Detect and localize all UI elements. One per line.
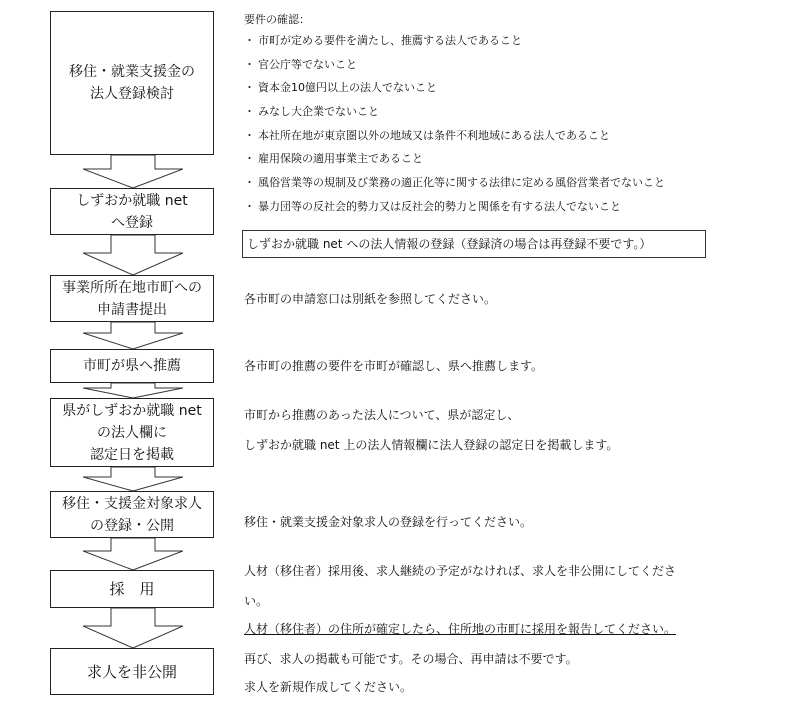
requirement-text: 暴力団等の反社会的勢力又は反社会的勢力と関係を有する法人でないこと [258, 199, 621, 213]
bullet-dot: ・ [244, 199, 255, 213]
flow-arrow [83, 235, 183, 275]
step-label: 求人を非公開 [86, 662, 177, 681]
flow-arrow [83, 322, 183, 349]
flow-arrow [83, 383, 183, 398]
bullet-dot: ・ [244, 34, 255, 47]
note-hire-line3: 人材（移住者）の住所が確定したら、住所地の市町に採用を報告してください。 [244, 622, 677, 636]
requirement-text: 資本金10億円以上の法人でないこと [258, 81, 437, 95]
step-label: しずおか就職 net へ登録 [76, 192, 188, 231]
step-label: 事業所所在地市町への 申請書提出 [62, 279, 202, 318]
bullet-dot: ・ [244, 81, 255, 95]
step-label: 採 用 [109, 580, 155, 598]
step-label: 県がしずおか就職 net の法人欄に 認定日を掲載 [62, 402, 202, 463]
requirements-list [244, 13, 665, 223]
note-certify-line1: 市町から推薦のあった法人について、県が認定し、 [244, 408, 520, 422]
requirement-text: 本社所在地が東京圏以外の地域又は条件不利地域にある法人であること [258, 128, 610, 142]
note-hire-line2: い。 [244, 594, 269, 608]
requirement-text: みなし大企業でないこと [258, 105, 379, 119]
step-municipality-recommends [50, 349, 214, 383]
bullet-dot: ・ [244, 176, 255, 190]
note-post-jobs: 移住・就業支援金対象求人の登録を行ってください。 [244, 515, 533, 529]
requirement-item [244, 57, 665, 81]
bullet-dot: ・ [244, 105, 255, 119]
note-hire-line1: 人材（移住者）採用後、求人継続の予定がなければ、求人を非公開にしてくださ [244, 564, 677, 578]
note-private-line2: 求人を新規作成してください。 [244, 680, 413, 694]
note-submit: 各市町の申請窓口は別紙を参照してください。 [244, 292, 497, 306]
bullet-dot: ・ [244, 57, 255, 71]
step-prefecture-certifies [50, 398, 214, 467]
flow-arrow [83, 155, 183, 188]
step-post-jobs [50, 491, 214, 538]
step-label: 移住・就業支援金の 法人登録検討 [69, 64, 195, 102]
requirement-item [244, 175, 665, 199]
bullet-dot: ・ [244, 128, 255, 142]
requirement-text: 風俗営業等の規制及び業務の適正化等に関する法律に定める風俗営業者でないこと [258, 176, 665, 190]
requirement-text: 官公庁等でないこと [258, 57, 357, 71]
flow-arrow [83, 608, 183, 648]
flow-arrow [83, 467, 183, 491]
note-recommend: 各市町の推薦の要件を市町が確認し、県へ推薦します。 [244, 359, 544, 373]
requirement-item [244, 199, 665, 223]
bullet-dot: ・ [244, 152, 255, 166]
step-submit-application [50, 275, 214, 322]
requirement-item [244, 128, 665, 152]
step-corporate-registration-review [50, 11, 214, 155]
requirement-item [244, 151, 665, 175]
step-label: 移住・支援金対象求人 の登録・公開 [62, 495, 202, 534]
note-certify-line2: しずおか就職 net 上の法人情報欄に法人登録の認定日を掲載します。 [244, 438, 619, 452]
step-hiring [50, 570, 214, 608]
step-label: 市町が県へ推薦 [83, 358, 181, 374]
requirement-item [244, 33, 665, 57]
step-register-shizuoka-net [50, 188, 214, 235]
requirement-item [244, 80, 665, 104]
flow-arrow [83, 538, 183, 570]
requirement-item [244, 104, 665, 128]
registration-note: しずおか就職 net への法人情報の登録（登録済の場合は再登録不要です。） [242, 230, 706, 258]
step-make-private [50, 648, 214, 695]
note-private-line1: 再び、求人の掲載も可能です。その場合、再申請は不要です。 [244, 652, 578, 666]
requirements-heading: 要件の確認： [244, 13, 310, 26]
requirement-text: 雇用保険の適用事業主であること [258, 152, 423, 166]
requirement-text: 市町が定める要件を満たし、推薦する法人であること [258, 34, 522, 47]
